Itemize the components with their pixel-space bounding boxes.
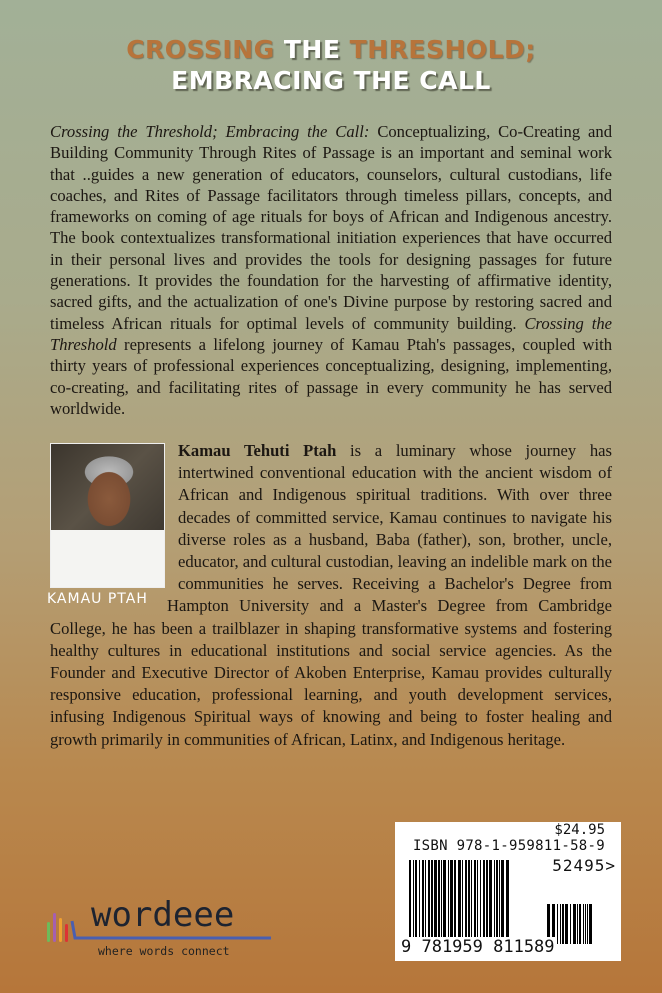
barcode-bar [501, 860, 504, 945]
author-name: Kamau Tehuti Ptah [178, 441, 337, 460]
barcode-bar [419, 860, 420, 945]
barcode-bar [468, 860, 470, 945]
barcode-bar [499, 860, 500, 945]
barcode-bar [465, 860, 467, 945]
publisher-logo [45, 895, 275, 965]
barcode-bar [565, 904, 568, 944]
price: $24.95 [554, 822, 605, 838]
author-photo [50, 443, 165, 588]
barcode-bar [587, 904, 588, 944]
barcode-bar [471, 860, 472, 945]
barcode-bar [496, 860, 498, 945]
barcode-bar [577, 904, 578, 944]
barcode-bar [413, 860, 414, 945]
barcode-bar [458, 860, 461, 945]
barcode-bar [486, 860, 488, 945]
barcode-bar [589, 904, 592, 944]
barcode-bar [422, 860, 424, 945]
title-line-2: EMBRACING THE CALL [171, 66, 491, 95]
publisher-tagline: where words connect [98, 944, 230, 958]
book-description [50, 121, 612, 419]
barcode-bar [557, 904, 558, 944]
barcode-bar [448, 860, 449, 945]
barcode-bar [489, 860, 492, 945]
barcode-bar [409, 860, 411, 945]
barcode-bar [415, 860, 417, 945]
author-bio [47, 440, 612, 751]
barcode-bar [454, 860, 456, 945]
barcode-bar [443, 860, 446, 945]
barcode-bar [477, 860, 478, 945]
barcode-bar [428, 860, 430, 945]
barcode-bar [441, 860, 442, 945]
barcode-bar [450, 860, 453, 945]
barcode-bar [438, 860, 440, 945]
title-word-crossing: CROSSING [126, 35, 275, 64]
description-text-2: represents a lifelong journey of Kamau Ptah's passages, coupled with thirty years of professional experiences conceptualizing, designing, implementing, co-creating, and facilitating rites of passage in every community he has served worldwide. [50, 334, 612, 418]
barcode-bar [506, 860, 509, 945]
book-title [0, 34, 662, 96]
addon-code: 52495> [552, 856, 616, 875]
barcode-bar [562, 904, 564, 944]
barcode-bar [431, 860, 433, 945]
publisher-name: wordeee [91, 895, 235, 935]
barcode-bar [583, 904, 584, 944]
isbn-number: ISBN 978-1-959811-58-9 [412, 838, 605, 854]
isbn-barcode [395, 822, 621, 961]
ean-digits: 9 781959 811589 [401, 937, 555, 957]
description-text-1: Conceptualizing, Co-Creating and Building Community Through Rites of Passage is an important and seminal work that ..guides a new generation of educators, counselors, cultural custodians, life coaches, and Rites of Passage facilitators through timeless pillars, concepts, and frameworks on coming of age rituals for boys of African and Indigenous ancestry. The book contextualizes transformational initiation experiences that have occurred in their personal lives and provides the tools for designing passages for future generations. It provides the foundation for the harvesting of affirmative identity, sacred gifts, and the actualization of one's Divine purpose by restoring sacred and timeless African rituals for optimal levels of community building. [50, 122, 612, 333]
barcode-bar [494, 860, 495, 945]
author-caption: KAMAU PTAH [47, 591, 148, 607]
author-bio-text: is a luminary whose journey has intertwined conventional education with the ancient wisdom of African and Indigenous spiritual traditions. With over three decades of committed service, Kamau continues to navigate his diverse roles as a husband, Baba (father), son, brother, uncle, educator, and cultural custodian, leaving an indelible mark on the communities he serves. Receiving a Bachelor's Degree from Hampton University and a Master's Degree from Cambridge College, he has been a trailblazer in shaping transformative systems and fostering healthy cultures in educational institutions and social service agencies. As the Founder and Executive Director of Akoben Enterprise, Kamau provides culturally responsive education, professional learning, and youth development services, infusing Indigenous Spiritual ways of knowing and being to foster healing and growth primarily in communities of African, Latinx, and Indigenous heritage. [50, 441, 612, 749]
barcode-bars-main [409, 860, 509, 945]
title-word-the: THE [274, 35, 350, 64]
description-book-title: Crossing the Threshold; Embracing the Call: [50, 122, 370, 141]
barcode-bar [579, 904, 581, 944]
barcode-bar [462, 860, 463, 945]
barcode-bar [480, 860, 481, 945]
barcode-bar [585, 904, 586, 944]
title-word-threshold: THRESHOLD; [349, 35, 536, 64]
barcode-bar [425, 860, 426, 945]
barcode-bar [560, 904, 561, 944]
description-short-title: Crossing the Threshold [50, 313, 612, 354]
barcode-bar [570, 904, 571, 944]
barcode-bar [474, 860, 476, 945]
barcode-bar [573, 904, 576, 944]
barcode-bar [434, 860, 437, 945]
barcode-bar [483, 860, 485, 945]
